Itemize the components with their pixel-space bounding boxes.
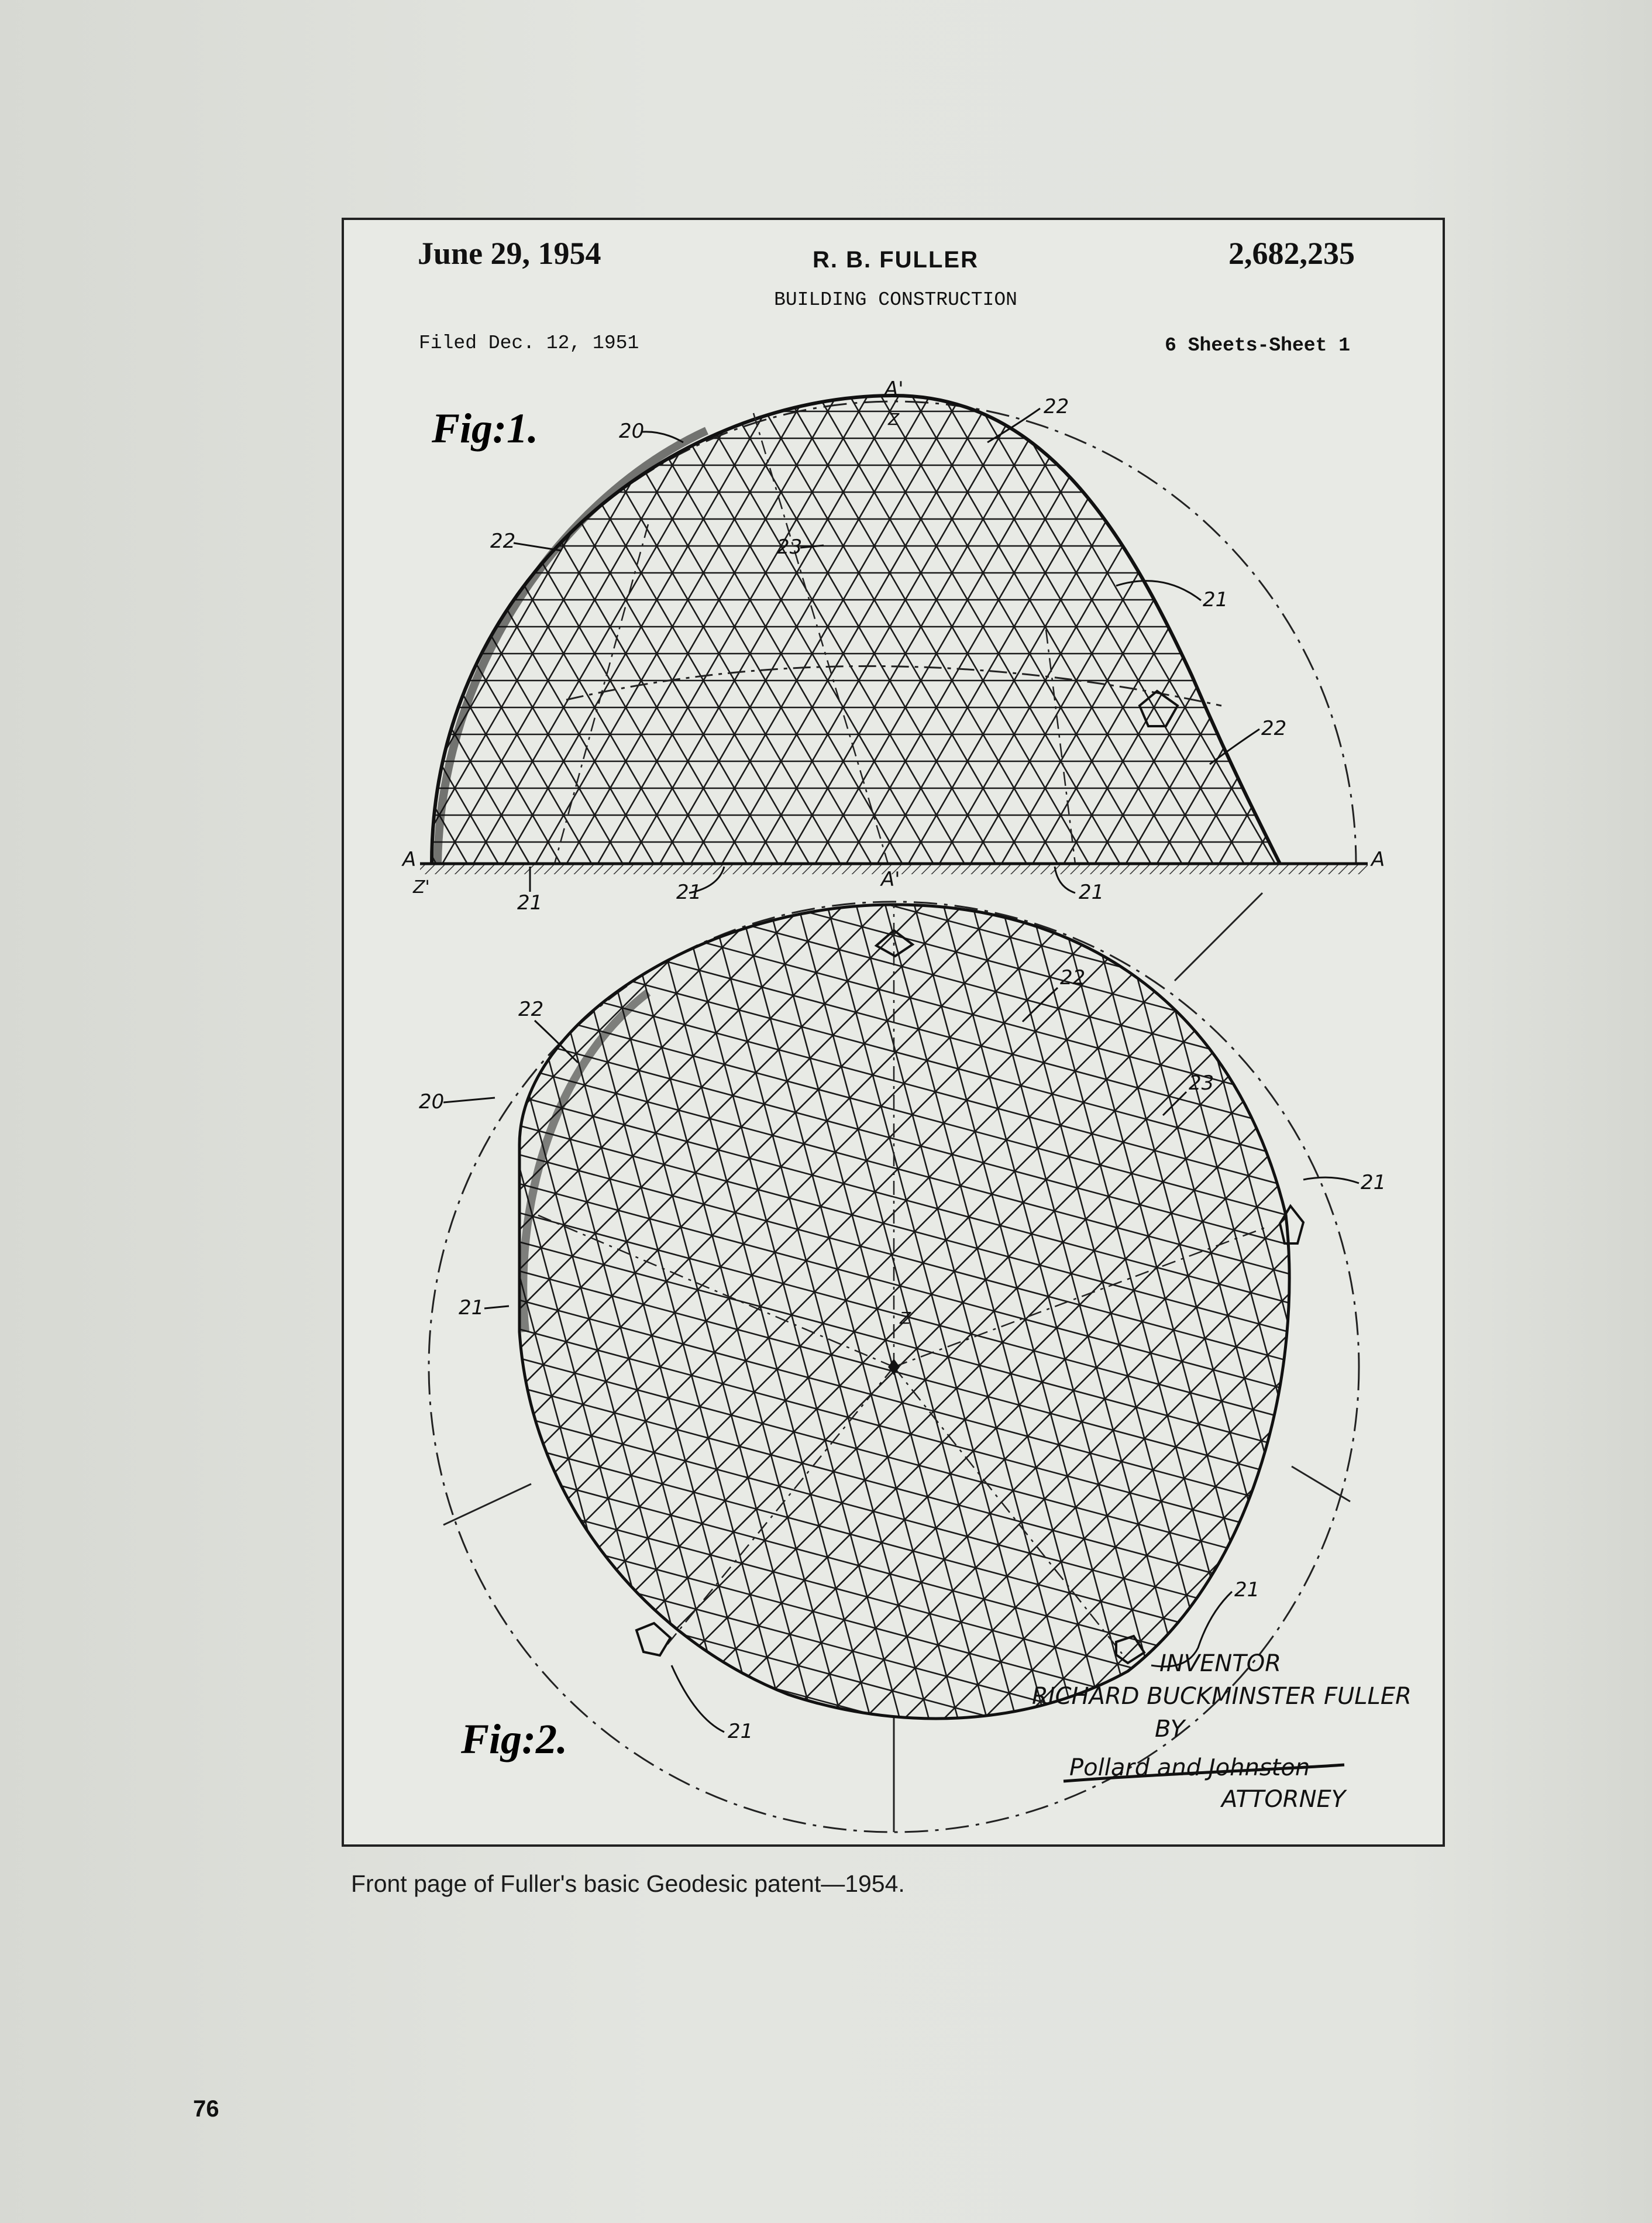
fig1-ref-23: 23: [777, 535, 803, 559]
lattice-strut: [344, 220, 1378, 1787]
fig2-ref-21-bottom: 21: [728, 1720, 753, 1743]
lattice-strut: [617, 220, 1309, 1844]
lattice-strut: [344, 220, 1333, 1844]
lattice-strut: [942, 220, 1443, 1844]
lattice-strut: [344, 220, 1443, 524]
lattice-strut: [344, 220, 1443, 796]
lattice-strut: [1341, 220, 1443, 1138]
lattice-strut: [1294, 220, 1443, 1164]
lattice-strut: [344, 220, 1239, 1844]
lattice-strut: [344, 220, 739, 1844]
lattice-strut: [711, 220, 1443, 1501]
lattice-strut: [344, 235, 469, 1844]
lattice-strut: [344, 220, 543, 1232]
lattice-strut: [1294, 220, 1443, 1844]
patent-plate: [342, 218, 1445, 1847]
fig1-ref-22-right: 22: [1261, 717, 1287, 740]
figure-1-elevation: [344, 220, 1443, 1844]
lattice-strut: [344, 220, 1443, 1844]
lattice-strut: [344, 220, 773, 1844]
lattice-strut: [344, 220, 1443, 1770]
lattice-strut: [344, 220, 400, 1151]
fig1-label-a-right: A: [1371, 848, 1385, 871]
lattice-strut: [945, 220, 1443, 1366]
lattice-strut: [344, 220, 517, 1218]
lattice-strut: [1364, 220, 1443, 1844]
fig1-label-z-prime: Z': [413, 877, 430, 898]
lattice-strut: [344, 220, 610, 1272]
fig1-label-z: Z: [888, 410, 900, 429]
patent-drawing: [344, 220, 1443, 1844]
lattice-strut: [344, 220, 400, 1844]
fig2-ref-21-left: 21: [459, 1296, 484, 1320]
lattice-strut: [796, 1205, 1443, 1844]
fig1-ref-21-b: 21: [676, 881, 702, 904]
lattice-strut: [344, 220, 1443, 1844]
lattice-strut: [898, 220, 1443, 1393]
lattice-strut: [1014, 220, 1443, 1326]
lattice-strut: [1108, 220, 1443, 1844]
lattice-strut: [344, 249, 417, 1844]
lattice-strut: [344, 220, 727, 1844]
lattice-strut: [344, 220, 470, 1844]
lattice-strut: [344, 220, 1443, 1844]
lattice-strut: [1014, 220, 1443, 1844]
lattice-strut: [344, 220, 686, 1844]
lattice-strut: [806, 220, 1443, 1844]
lattice-strut: [344, 220, 1076, 1844]
fig2-label: Fig:2.: [461, 1716, 568, 1762]
lattice-strut: [1201, 220, 1443, 1218]
lattice-strut: [344, 264, 360, 1844]
lattice-strut: [344, 220, 1443, 362]
lattice-strut: [1224, 220, 1443, 1205]
lattice-strut: [1085, 220, 1443, 1286]
lattice-strut: [887, 220, 1443, 1844]
patent-inventor-header: R. B. FULLER: [813, 247, 979, 273]
lattice-strut: [1038, 220, 1443, 1313]
lattice-strut: [344, 220, 1443, 497]
lattice-strut: [1271, 220, 1443, 1844]
lattice-strut: [1317, 220, 1443, 1151]
fig2-ref-22-top: 22: [1060, 966, 1086, 989]
signature-block: [1032, 1650, 1412, 1813]
lattice-strut: [344, 220, 902, 1844]
lattice-strut: [697, 1105, 1443, 1844]
lattice-strut: [344, 220, 353, 1124]
lattice-strut: [921, 220, 1443, 1380]
lattice-strut: [1132, 220, 1443, 1844]
lattice-strut: [1131, 220, 1443, 1844]
lattice-strut: [782, 220, 1443, 1461]
lattice-strut: [344, 220, 493, 1844]
by-label: BY: [1155, 1716, 1185, 1743]
lattice-strut: [717, 1125, 1443, 1844]
lattice-strut: [344, 220, 1443, 1844]
lattice-strut: [1295, 220, 1443, 1844]
lattice-strut: [875, 220, 1443, 1407]
lattice-strut: [344, 1839, 1443, 1845]
lattice-strut: [479, 220, 1443, 1844]
lattice-strut: [1403, 220, 1443, 1844]
lattice-strut: [344, 220, 470, 1191]
lattice-strut: [344, 220, 820, 1393]
lattice-strut: [1240, 220, 1443, 1844]
lattice-strut: [344, 220, 1443, 1844]
lattice-strut: [618, 220, 1443, 1844]
lattice-strut: [344, 220, 1443, 1844]
lattice-strut: [344, 220, 913, 1447]
sheet-count: 6 Sheets-Sheet 1: [1165, 335, 1350, 356]
fig2-ref-21-right: 21: [1361, 1171, 1386, 1194]
lattice-strut: [344, 220, 604, 1844]
lattice-strut: [344, 510, 1443, 1844]
lattice-strut: [344, 220, 353, 1844]
lattice-strut: [344, 220, 424, 1844]
lattice-strut: [344, 220, 1443, 1844]
lattice-strut: [344, 220, 1443, 1770]
lattice-strut: [344, 220, 1355, 1844]
lattice-strut: [344, 220, 1443, 741]
lattice-strut: [344, 220, 1443, 1844]
fig1-ref-21-a: 21: [517, 891, 543, 915]
lattice-strut: [344, 220, 1443, 1844]
lattice-strut: [344, 220, 377, 1844]
lattice-strut: [1321, 220, 1443, 1844]
lattice-strut: [344, 220, 522, 1844]
lattice-strut: [1267, 220, 1443, 1844]
lattice-strut: [344, 220, 517, 1844]
lattice-strut: [344, 220, 1443, 389]
lattice-strut: [344, 220, 1006, 1844]
figure-caption: Front page of Fuller's basic Geodesic patent—1954.: [351, 1870, 905, 1897]
lattice-strut: [344, 220, 821, 1844]
lattice-strut: [344, 220, 587, 1844]
lattice-strut: [1364, 220, 1443, 1124]
lattice-strut: [345, 220, 1038, 1844]
lattice-strut: [344, 220, 1443, 1844]
lattice-strut: [1348, 220, 1443, 1844]
lattice-strut: [344, 220, 1443, 1844]
fig2-leader-lines: [443, 988, 1359, 1732]
lattice-strut: [344, 220, 1443, 1844]
inventor-label: INVENTOR: [1159, 1650, 1281, 1677]
attorney-signature: Pollard and Johnston: [1069, 1754, 1310, 1781]
lattice-strut: [344, 220, 377, 1138]
lattice-strut: [779, 220, 1443, 1844]
lattice-strut: [637, 1046, 1443, 1844]
lattice-strut: [344, 228, 495, 1844]
lattice-strut: [1061, 220, 1443, 1299]
patent-number: 2,682,235: [1228, 236, 1355, 271]
lattice-strut: [597, 1006, 1443, 1844]
fig1-ref-22-left: 22: [490, 530, 516, 553]
lattice-strut: [344, 220, 633, 1844]
inventor-name: RICHARD BUCKMINSTER FULLER: [1032, 1683, 1412, 1710]
page-number: 76: [193, 2096, 219, 2122]
lattice-strut: [1317, 220, 1443, 1844]
lattice-strut: [432, 220, 1443, 1844]
lattice-strut: [1078, 220, 1443, 1844]
patent-date: June 29, 1954: [418, 236, 601, 271]
fig1-ref-21-c: 21: [1079, 881, 1104, 904]
lattice-strut: [1341, 220, 1443, 1844]
lattice-strut: [344, 220, 1443, 1797]
lattice-strut: [344, 220, 843, 1844]
lattice-strut: [898, 220, 1443, 1844]
lattice-strut: [1104, 220, 1443, 1844]
lattice-strut: [735, 220, 1443, 1844]
lattice-strut: [344, 220, 1052, 1844]
lattice-strut: [344, 220, 1443, 1844]
lattice-strut: [1248, 220, 1443, 1191]
fig1-label: Fig:1.: [432, 405, 539, 452]
lattice-strut: [344, 220, 820, 1844]
fig1-ref-20: 20: [619, 420, 645, 443]
lattice-strut: [344, 220, 447, 1844]
lattice-strut: [996, 220, 1443, 1844]
fig2-ref-21-lower-right: 21: [1234, 1578, 1260, 1602]
lattice-strut: [344, 220, 631, 1844]
lattice-strut: [1159, 220, 1443, 1844]
fig2-ref-20: 20: [419, 1090, 445, 1114]
lattice-strut: [657, 1066, 1443, 1844]
lattice-strut: [1023, 220, 1443, 1844]
lattice-strut: [1271, 220, 1443, 1178]
lattice-strut: [834, 220, 1443, 1844]
lattice-strut: [577, 986, 1443, 1844]
lattice-strut: [344, 220, 550, 1844]
lattice-strut: [344, 220, 1443, 1844]
fig1-references: [401, 377, 1385, 915]
lattice-strut: [1131, 220, 1443, 1259]
lattice-strut: [344, 220, 1443, 1797]
lattice-strut: [344, 220, 1443, 1844]
lattice-strut: [1430, 220, 1443, 1844]
lattice-strut: [344, 220, 1443, 1844]
lattice-strut: [1108, 220, 1443, 1272]
attorney-label: ATTORNEY: [1221, 1786, 1346, 1813]
lattice-strut: [344, 257, 387, 1845]
lattice-strut: [344, 450, 1443, 1844]
lattice-strut: [756, 1165, 1443, 1844]
lattice-strut: [344, 220, 1443, 1844]
lattice-strut: [344, 220, 493, 1205]
lattice-strut: [344, 220, 563, 1844]
lattice-strut: [344, 220, 1216, 1844]
lattice-strut: [344, 220, 1443, 1844]
lattice-strut: [344, 220, 1443, 1844]
lattice-strut: [344, 220, 890, 1844]
fig1-label-a-prime-base: A': [881, 868, 900, 891]
lattice-strut: [344, 220, 1099, 1844]
lattice-strut: [1376, 220, 1443, 1844]
fig1-label-a-prime-top: A': [884, 377, 904, 401]
lattice-strut: [344, 220, 577, 1844]
filed-date: Filed Dec. 12, 1951: [419, 332, 639, 354]
fig2-label-z: Z: [900, 1308, 911, 1328]
figure-2-plan: [344, 220, 1443, 1844]
lattice-strut: [1248, 220, 1443, 1844]
fig2-ref-22-left: 22: [518, 998, 544, 1021]
lattice-strut: [344, 220, 1443, 1844]
lattice-strut: [344, 220, 936, 1844]
lattice-strut: [1085, 220, 1443, 1844]
fig1-ref-21-right: 21: [1203, 588, 1228, 611]
lattice-strut: [344, 220, 424, 1164]
fig2-ref-23: 23: [1189, 1071, 1214, 1095]
lattice-strut: [344, 242, 441, 1844]
patent-title: BUILDING CONSTRUCTION: [774, 289, 1017, 311]
lattice-strut: [344, 220, 543, 1844]
fig1-label-a-left: A: [402, 848, 417, 871]
lattice-strut: [386, 220, 1443, 1844]
lattice-strut: [344, 220, 447, 1178]
lattice-strut: [735, 220, 1443, 1487]
lattice-strut: [344, 220, 1426, 1844]
fig1-ref-22-top: 22: [1044, 395, 1069, 418]
lattice-strut: [372, 220, 1065, 1844]
